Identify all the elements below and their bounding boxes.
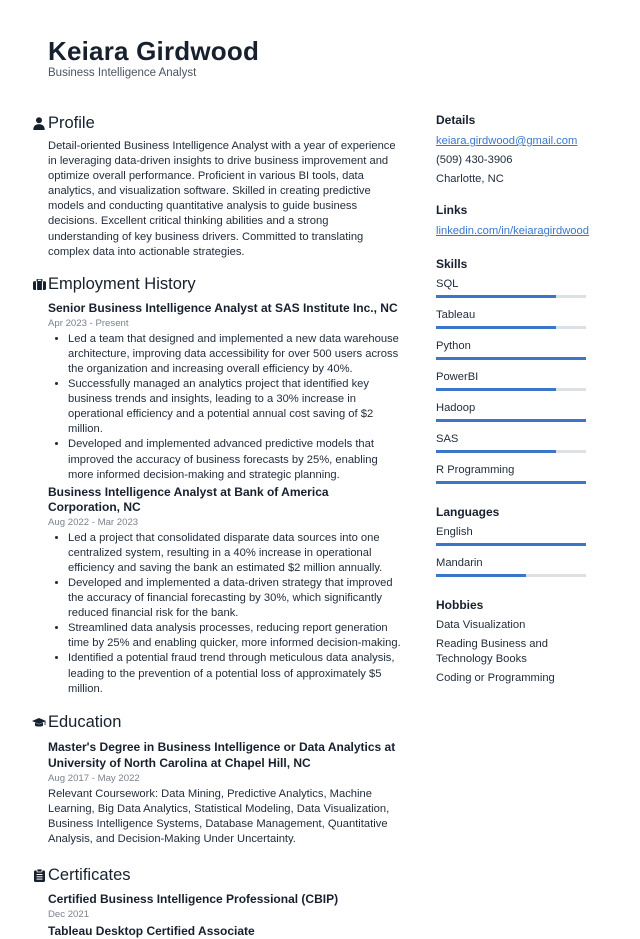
language-name: Mandarin: [436, 557, 483, 569]
email-link[interactable]: keiara.girdwood@gmail.com: [436, 135, 578, 147]
candidate-role: Business Intelligence Analyst: [48, 67, 197, 79]
language-item: [436, 524, 606, 546]
education-date: Aug 2017 - May 2022: [48, 772, 140, 784]
skill-level-bar: [436, 326, 586, 329]
skill-item: [436, 462, 606, 484]
skill-name: SAS: [436, 433, 459, 445]
briefcase-icon: [30, 279, 48, 290]
hobbies-section: [436, 597, 606, 686]
skill-name: PowerBI: [436, 371, 479, 383]
section-title: Employment History: [48, 275, 196, 294]
hobby-item: Reading Business and Technology Books: [436, 638, 548, 665]
job-entry: [48, 301, 402, 483]
skill-level-fill: [436, 388, 556, 391]
hobby-item: Data Visualization: [436, 619, 526, 631]
section-title: Education: [48, 713, 122, 732]
skill-item: [436, 338, 606, 360]
section-title: Profile: [48, 113, 95, 132]
skill-level-bar: [436, 357, 586, 360]
location: Charlotte, NC: [436, 173, 504, 185]
language-level-fill: [436, 543, 586, 546]
language-item: [436, 555, 606, 577]
education-section: [30, 712, 402, 847]
job-bullet: • Successfully managed an analytics project that identified key business trends and insights, leading to a 30% increase in operational efficiency and a potential annual cost saving of $2 million.: [68, 377, 402, 437]
job-title: Senior Business Intelligence Analyst at SAS Institute Inc., NC: [48, 300, 398, 315]
certificate-date: Dec 2021: [48, 909, 90, 921]
graduation-cap-icon: [30, 718, 48, 728]
person-icon: [30, 117, 48, 130]
skill-name: Python: [436, 340, 471, 352]
section-title: Details: [436, 113, 476, 127]
skill-item: [436, 400, 606, 422]
profile-section: [30, 112, 402, 260]
clipboard-icon: [30, 869, 48, 882]
section-title: Hobbies: [436, 598, 484, 612]
section-title: Languages: [436, 505, 500, 519]
sidebar-column: [436, 112, 606, 686]
linkedin-link[interactable]: linkedin.com/in/keiaragirdwood: [436, 225, 589, 237]
section-title: Skills: [436, 257, 468, 271]
skill-name: Tableau: [436, 309, 476, 321]
degree-title: Master's Degree in Business Intelligence or Data Analytics at University of North Carolina at Chapel Hill, NC: [48, 739, 396, 770]
skill-item: [436, 307, 606, 329]
education-coursework: Relevant Coursework: Data Mining, Predictive Analytics, Machine Learning, Big Data Analytics, Statistical Modeling, Data Visualization, Business Intelligence Systems, Database Management, Quantitative Analysis, and Decision-Making Under Uncertainty.: [48, 787, 390, 845]
language-level-bar: [436, 543, 586, 546]
profile-summary: Detail-oriented Business Intelligence Analyst with a year of experience in leveraging data-driven insights to drive business improvement and optimize overall performance. Proficient in various BI tools, data analytics, and visualization software. Skilled in creating predictive models and conducting quantitative analysis to guide business decisions. Excellent critical thinking abilities and a strong understanding of key business drivers. Committed to translating complex data into actionable strategies.: [48, 140, 396, 258]
job-bullet: • Streamlined data analysis processes, reducing report generation time by 25% and enabling quicker, more informed decision-making.: [68, 621, 402, 651]
languages-section: [436, 504, 606, 577]
main-column: [30, 112, 402, 939]
phone-number: (509) 430-3906: [436, 154, 513, 166]
skills-section: [436, 256, 606, 484]
job-bullets: [48, 332, 402, 483]
skill-level-fill: [436, 481, 586, 484]
skill-level-fill: [436, 326, 556, 329]
skill-level-fill: [436, 419, 586, 422]
job-date: Aug 2022 - Mar 2023: [48, 516, 139, 528]
skill-name: SQL: [436, 278, 459, 290]
job-bullet: • Led a team that designed and implemented a new data warehouse architecture, improving data accessibility for over 500 users across the organization and increasing overall efficiency by 40%.: [68, 332, 402, 377]
job-bullet: • Developed and implemented a data-driven strategy that improved the accuracy of financial forecasting by 30%, which significantly reduced financial risk for the bank.: [68, 576, 402, 621]
job-bullet: • Identified a potential fraud trend through meticulous data analysis, leading to the prevention of a potential loss of approximately $5 million.: [68, 651, 402, 696]
candidate-name: Keiara Girdwood: [48, 36, 260, 66]
job-bullet: • Developed and implemented advanced predictive models that improved the accuracy of business forecasts by 25%, enabling more informed decision-making and strategic planning.: [68, 437, 402, 482]
job-entry: [48, 485, 402, 697]
language-level-fill: [436, 574, 526, 577]
skill-item: [436, 276, 606, 298]
certificate-name: Tableau Desktop Certified Associate: [48, 924, 255, 939]
certificates-section: [30, 864, 402, 939]
skill-level-bar: [436, 295, 586, 298]
skills-list: [436, 276, 606, 484]
skill-level-fill: [436, 357, 586, 360]
job-title: Business Intelligence Analyst at Bank of America Corporation, NC: [48, 484, 329, 514]
language-name: English: [436, 526, 473, 538]
section-title: Certificates: [48, 865, 131, 884]
job-date: Apr 2023 - Present: [48, 317, 129, 329]
skill-level-bar: [436, 481, 586, 484]
skill-level-bar: [436, 450, 586, 453]
job-bullets: [48, 531, 402, 697]
job-bullet: • Led a project that consolidated disparate data sources into one centralized system, resulting in a 40% increase in operational efficiency and saving the bank an estimated $2 million annually.: [68, 531, 402, 576]
employment-section: [30, 274, 402, 697]
skill-item: [436, 369, 606, 391]
skill-level-fill: [436, 450, 556, 453]
skill-item: [436, 431, 606, 453]
skill-level-bar: [436, 419, 586, 422]
hobby-item: Coding or Programming: [436, 672, 555, 684]
links-section: [436, 202, 606, 241]
skill-name: Hadoop: [436, 402, 476, 414]
languages-list: [436, 524, 606, 577]
details-section: [436, 112, 606, 189]
skill-level-bar: [436, 388, 586, 391]
skill-level-fill: [436, 295, 556, 298]
certificate-name: Certified Business Intelligence Professional (CBIP): [48, 892, 339, 907]
language-level-bar: [436, 574, 586, 577]
section-title: Links: [436, 203, 468, 217]
skill-name: R Programming: [436, 464, 515, 476]
